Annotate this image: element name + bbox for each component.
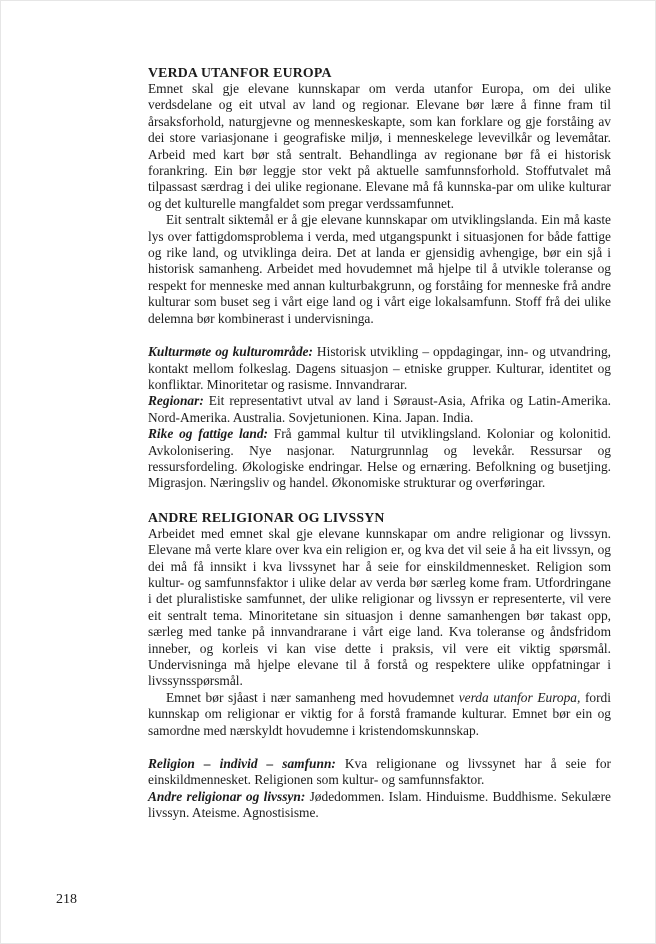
page-number: 218 — [56, 892, 77, 907]
topic-text: Jødedommen. Islam. Hinduisme. Buddhisme. Sekulære livssyn. Ateisme. Agnostisisme. — [148, 788, 611, 821]
emphasis-text: verda utanfor Europa, — [458, 689, 581, 705]
paragraph: Arbeidet med emnet skal gje elevane kunnskapar om andre religionar og livssyn. Elevane må verte klare over kva ein religion er, og kva det vil seie å ha eit livssyn, og dei må få innsikt i kva livssynet har å seie for einskildmennesket. Religion som kultur- og samfunnsfaktor i ulike delar av verda bør særleg kome fram. Utfordringane i det pluralistiske samfunnet, der ulike religionar og livssyn er representerte, vil vere eit sentralt tema. Minoritetane sin situasjon i denne samanhengen bør takast opp, særleg med tanke på innvandrarane i vårt eige land. Kva toleranse og åndsfridom inneber, og korleis vi kan vise dette i praksis, vil vere eit viktig spørsmål. Undervisninga må hjelpe elevane til å forstå og respektere ulike oppfatningar i livssynsspørsmål. — [148, 525, 611, 689]
topic-term: Rike og fattige land: — [148, 426, 268, 442]
topic-entry — [148, 393, 611, 426]
topic-text: Eit representativt utval av land i Søraust-Asia, Afrika og Latin-Amerika. Nord-Amerika. Australia. Sovjetunionen. Kina. Japan. India. — [148, 393, 611, 425]
topic-entry — [148, 426, 611, 492]
section-heading-andre-religionar: ANDRE RELIGIONAR OG LIVSSYN — [148, 509, 385, 525]
topic-text: Frå gammal kultur til utviklingsland. Koloniar og kolonitid. Avkolonisering. Nye nasjonar. Naturgrunnlag og levekår. Ressursar og ressursfordeling. Økologiske endringar. Helse og ernæring. Befolkning og busetjing. Migrasjon. Næringsliv og handel. Økonomiske strukturar og overføringar. — [148, 426, 611, 491]
topic-term: Regionar: — [148, 393, 204, 409]
paragraph-text: Emnet bør sjåast i nær samanheng med hovudemnet — [166, 689, 459, 705]
topic-entry — [148, 756, 611, 789]
topic-text: Kva religionane og livssynet har å seie for einskildmennesket. Religionen som kultur- og samfunnsfaktor. — [148, 756, 611, 788]
topic-entry — [148, 344, 611, 393]
section-heading-verda-utanfor-europa: VERDA UTANFOR EUROPA — [148, 65, 332, 80]
topic-term: Kulturmøte og kulturområde: — [148, 344, 313, 360]
topic-term: Andre religionar og livssyn: — [148, 788, 306, 804]
paragraph: Eit sentralt siktemål er å gje elevane kunnskapar om utviklingslanda. Ein må kaste lys over fattigdomsproblema i verda, med utgangspunkt i situasjonen for både fattige og rike land, og utviklinga deira. Det at landa er gjensidig avhengige, bør ein sjå i historisk samanheng. Arbeidet med hovudemnet må hjelpe til å utvikle toleranse og respekt for menneske med annan kulturbakgrunn, og forståing for menneske frå andre kulturar som buset seg i vårt eige land og i vårt eige lokalsamfunn. Stoff frå dei ulike delemna bør kombinerast i undervisninga. — [148, 212, 611, 326]
topic-text: Historisk utvikling – oppdagingar, inn- og utvandring, kontakt mellom folkeslag. Dagens situasjon – etniske grupper. Kulturar, identitet og konfliktar. Minoritetar og rasisme. Innvandrarar. — [148, 344, 611, 392]
topic-entry — [148, 789, 611, 822]
paragraph: Emnet skal gje elevane kunnskapar om verda utanfor Europa, om dei ulike verdsdelane og eit utval av land og regionar. Elevane bør lære å finne fram til årsaksforhold, naturgjevne og menneskeskapte, som kan forklare og gje forståing av dei store variasjonane i geografiske miljø, i menneskelege levevilkår og levemåtar. Arbeid med kart bør stå sentralt. Behandlinga av regionane bør få ei historisk forankring. Ein bør leggje stor vekt på aktuelle samfunnsforhold. Stoffutvalet må tilpassast særdrag i dei ulike regionane. Elevane må få kunnska-par om ulike kulturar og det kulturelle mangfaldet som pregar verdssamfunnet. — [148, 81, 611, 211]
paragraph-text: fordi kunnskap om religionar er viktig for å forstå framande kulturar. Emnet bør ein og samordne med nærskyldt hovudemne i kristendomskunnskap. — [148, 689, 611, 738]
topic-term: Religion – individ – samfunn: — [148, 756, 336, 772]
paragraph — [148, 690, 611, 739]
page-content — [148, 64, 611, 822]
